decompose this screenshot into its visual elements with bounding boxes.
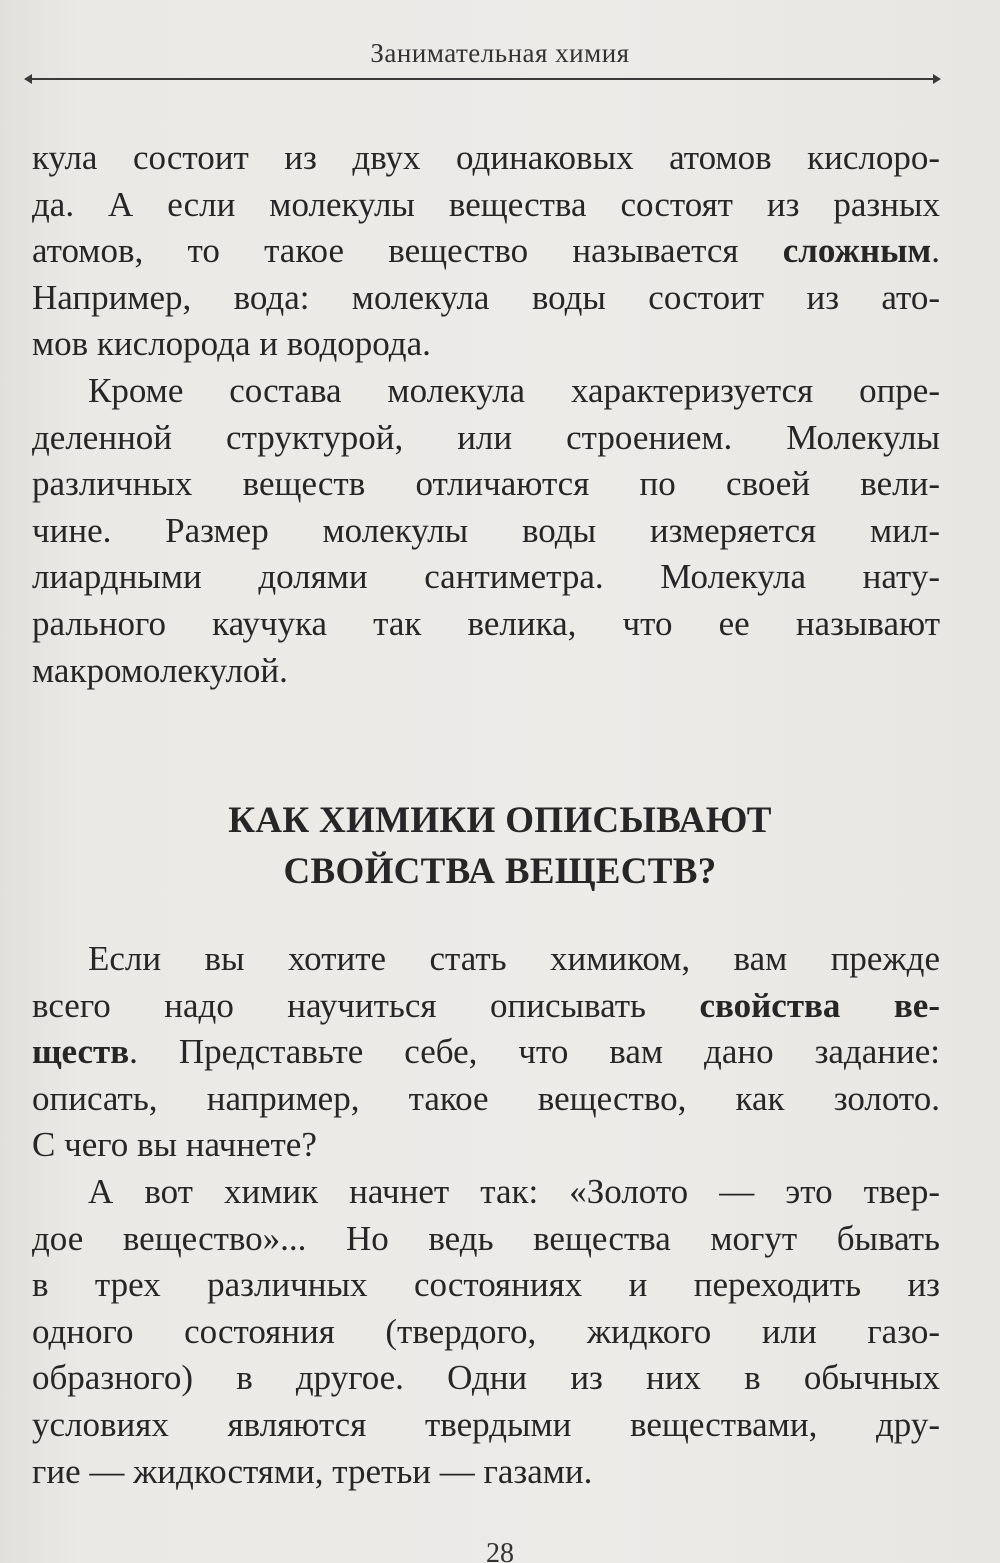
text-line: А вот химик начнет так: «Золото — это твер- <box>88 1171 940 1211</box>
text-line: одного состояния (твердого, жидкого или газо- <box>32 1311 940 1351</box>
section-heading <box>0 795 1000 897</box>
bold-term: в <box>110 1032 130 1072</box>
running-title: Занимательная химия <box>370 38 630 68</box>
text-line: деленной структурой, или строением. Молекулы <box>32 417 940 457</box>
header-rule <box>30 78 935 80</box>
text-segment: всего надо научиться описывать <box>32 985 700 1025</box>
text-line: кула состоит из двух одинаковых атомов кислоро- <box>32 138 940 177</box>
page-number: 28 <box>486 1538 514 1563</box>
text-line: дое вещество»... Но ведь вещества могут бывать <box>32 1218 940 1258</box>
bold-term: свойства ве- <box>699 985 940 1025</box>
heading-line: КАК ХИМИКИ ОПИСЫВАЮТ <box>228 800 772 841</box>
text-line: макромолекулой. <box>32 650 288 690</box>
text-line: Кроме состава молекула характеризуется опре- <box>88 370 940 410</box>
text-block-2 <box>32 936 940 1495</box>
text-line: различных веществ отличаются по своей вели- <box>32 464 940 504</box>
heading-line: СВОЙСТВА ВЕЩЕСТВ? <box>283 851 717 892</box>
text-line <box>32 983 940 1030</box>
text-line: чине. Размер молекулы воды измеряется мил- <box>32 510 940 550</box>
text-line: да. А если молекулы вещества состоят из разных <box>32 184 940 224</box>
text-line: мов кислорода и водорода. <box>32 324 431 364</box>
text-line: описать, например, такое вещество, как золото. <box>32 1078 940 1118</box>
text-line: рального каучука так велика, что ее называют <box>32 603 940 643</box>
text-segment: . Представьте себе, что вам дано задание: <box>129 1032 940 1072</box>
text-line: Если вы хотите стать химиком, вам прежде <box>88 939 940 978</box>
text-line: условиях являются твердыми веществами, дру- <box>32 1404 940 1444</box>
text-block-1 <box>32 135 940 694</box>
text-line: Например, вода: молекула воды состоит из ато- <box>32 277 940 317</box>
text-line: образного) в другое. Одни из них в обычных <box>32 1358 940 1398</box>
text-line <box>32 1029 940 1076</box>
text-line <box>32 228 940 275</box>
bold-term: сложным <box>782 231 932 271</box>
text-line: гие — жидкостями, третьи — газами. <box>32 1451 593 1491</box>
bold-term: щест <box>32 1032 111 1072</box>
text-line: в трех различных состояниях и переходить из <box>32 1265 940 1305</box>
text-line: С чего вы начнете? <box>32 1125 317 1165</box>
text-segment: атомов, то такое вещество называется <box>32 231 783 271</box>
text-segment: . <box>931 231 940 271</box>
text-line: лиардными долями сантиметра. Молекула нату- <box>32 557 940 597</box>
